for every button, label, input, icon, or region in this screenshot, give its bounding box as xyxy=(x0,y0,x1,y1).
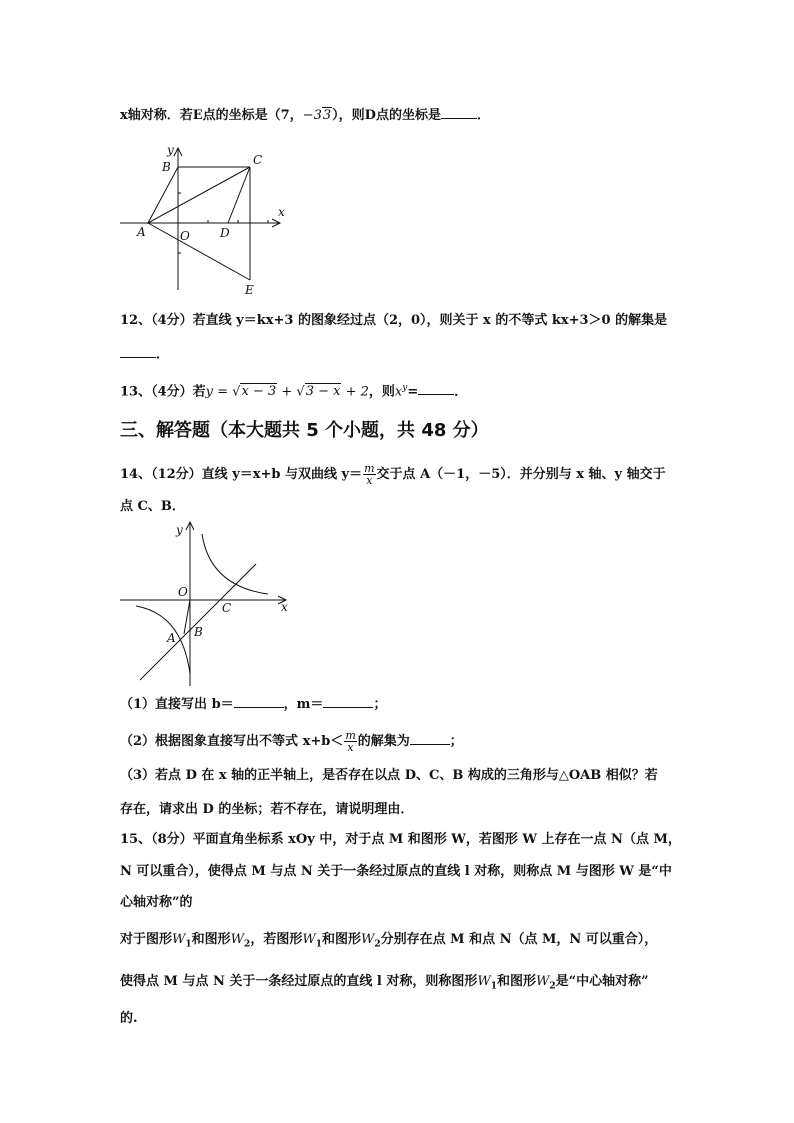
q15-line1: 15、（8分）平面直角坐标系 xOy 中，对于点 M 和图形 W，若图形 W 上存在一点 N（点 M， xyxy=(120,832,681,847)
q13-plus-2: + 2 xyxy=(341,384,369,400)
fig1-label-D: D xyxy=(220,226,230,240)
figure-q14 xyxy=(110,518,300,690)
q14-p2-frac-num: m xyxy=(345,729,356,742)
fig1-label-x: x xyxy=(278,205,285,219)
q15-l5-b: 是“中心轴对称” xyxy=(555,974,649,989)
q13-sqrt-2: 3 − x xyxy=(305,384,341,400)
q11-text-pre: x轴对称．若E点的坐标是（7， xyxy=(120,108,303,123)
q14-part3-line1: （3）若点 D 在 x 轴的正半轴上，是否存在以点 D、C、B 构成的三角形与△OAB 相似？若 xyxy=(120,768,658,783)
q15-line3: 心轴对称”的 xyxy=(120,895,193,910)
q14-frac-den: x xyxy=(366,474,373,487)
fig1-label-C: C xyxy=(253,153,263,167)
q14-text-pre: 14、（12分）直线 y＝x+b 与双曲线 y＝ xyxy=(120,467,363,482)
q14-p2-end: ； xyxy=(449,734,463,749)
fig1-triangle-ABC xyxy=(148,167,250,223)
fig1-label-B: B xyxy=(162,160,171,174)
fig1-label-A: A xyxy=(137,225,146,239)
q12-line1: 12、（4分）若直线 y＝kx+3 的图象经过点（2，0），则关于 x 的不等式 kx+3＞0 的解集是 xyxy=(120,313,668,328)
fig2-label-A: A xyxy=(167,631,176,645)
fig1-label-O: O xyxy=(180,229,190,243)
q14-part1 xyxy=(120,695,386,715)
q12-line2 xyxy=(120,345,169,365)
q13-plus-1: + xyxy=(277,384,297,400)
q15-l5-a: 使得点 M 与点 N 关于一条经过原点的直线 l 对称，则称图形 xyxy=(120,974,478,989)
q15-l4-a: 对于图形 xyxy=(120,932,173,947)
q14-frac-num: m xyxy=(364,462,375,475)
q14-text-post: 交于点 A（－1，－5）．并分别与 x 轴、y 轴交于 xyxy=(376,467,666,482)
q13-text-pre: 13、（4分）若 xyxy=(120,384,206,400)
q13-text-end: ． xyxy=(454,384,468,400)
q14-p2-pre: （2）根据图象直接写出不等式 x+b＜ xyxy=(120,734,344,749)
q13-text-mid: ，则 xyxy=(368,384,395,400)
fig2-label-x: x xyxy=(281,600,288,614)
q15-l5-W1-sub: 1 xyxy=(490,981,498,992)
section-heading: 三、解答题（本大题共 5 个小题，共 48 分） xyxy=(120,420,489,441)
q15-W1b: W xyxy=(302,932,316,947)
fig1-label-E: E xyxy=(245,283,254,297)
q13-y-exponent: y xyxy=(402,383,408,393)
q15-W1-sub: 1 xyxy=(185,939,192,950)
q15-l4-b: 和图形 xyxy=(191,932,231,947)
q14-line2: 点 C、B． xyxy=(120,499,185,514)
q14-p2-fraction xyxy=(344,730,356,753)
q14-fraction xyxy=(363,463,375,486)
q11-answer-blank[interactable] xyxy=(441,106,477,119)
q15-W2-sub: 2 xyxy=(244,939,251,950)
q14-m-blank[interactable] xyxy=(323,695,373,708)
q15-l5-W2-sub: 2 xyxy=(549,981,556,992)
q13-sqrt-1: x − 3 xyxy=(241,384,277,400)
q15-line2: N 可以重合），使得点 M 与点 N 关于一条经过原点的直线 l 对称，则称点 M 与图形 W 是“中 xyxy=(120,864,672,879)
fig1-label-y: y xyxy=(167,143,174,157)
q15-W2b: W xyxy=(360,932,375,947)
q15-line5 xyxy=(120,972,649,997)
q14-p2-frac-den: x xyxy=(347,741,354,754)
q15-W2: W xyxy=(230,932,245,947)
q15-line4 xyxy=(120,930,657,955)
q12-answer-blank[interactable] xyxy=(120,345,156,358)
q14-part3-line2: 存在，请求出 D 的坐标；若不存在，请说明理由． xyxy=(120,802,414,817)
figure-q11 xyxy=(110,140,310,300)
fig2-line-y-x-b xyxy=(140,564,256,680)
q13-eq: = xyxy=(407,384,419,400)
q14-part2 xyxy=(120,730,463,753)
fig2-segment-OA xyxy=(184,600,190,634)
fig2-hyperbola-branch-2 xyxy=(136,606,190,674)
q15-W2b-sub: 2 xyxy=(374,939,381,950)
q13-line: 13、（4分）若y = √x − 3 + √3 − x + 2，则$x^y=$ ． xyxy=(120,383,468,400)
q15-line6: 的. xyxy=(120,1011,138,1026)
q15-W1b-sub: 1 xyxy=(315,939,322,950)
q14-b-blank[interactable] xyxy=(234,695,284,708)
q14-inequality-blank[interactable] xyxy=(410,732,450,745)
q13-y-eq: y = xyxy=(205,384,233,400)
q11-continuation xyxy=(120,106,490,126)
fig2-label-y: y xyxy=(176,523,183,537)
q13-answer-blank[interactable] xyxy=(418,382,454,395)
fig1-line-AE xyxy=(148,223,250,280)
q12-text-end: ． xyxy=(156,347,170,362)
q15-l4-d: 分别存在点 M 和点 N（点 M，N 可以重合）， xyxy=(380,932,658,947)
q15-l5-W2: W xyxy=(536,974,550,989)
q14-p1-mid: ，m＝ xyxy=(283,697,324,712)
fig2-label-B: B xyxy=(194,625,203,639)
q14-line1 xyxy=(120,463,666,486)
q15-l5-and: 和图形 xyxy=(497,974,537,989)
q11-text-mid: ），则D点的坐标是 xyxy=(332,108,441,123)
q14-p1-pre: （1）直接写出 b＝ xyxy=(120,697,234,712)
fig2-label-O: O xyxy=(178,585,188,599)
q11-sqrt: 3 xyxy=(322,108,332,123)
fig2-label-C: C xyxy=(222,601,232,615)
q11-text-end: ． xyxy=(476,108,490,123)
q15-l4-b2: 和图形 xyxy=(321,932,361,947)
q11-coord-y: −3 xyxy=(302,108,322,123)
q13-x-base: x xyxy=(394,384,403,400)
q14-p1-end: ； xyxy=(373,697,387,712)
fig1-line-DC xyxy=(228,167,250,223)
q14-p2-mid: 的解集为 xyxy=(357,734,410,749)
q15-W1: W xyxy=(172,932,186,947)
q15-l4-c: ，若图形 xyxy=(250,932,303,947)
q15-l5-W1: W xyxy=(477,974,491,989)
